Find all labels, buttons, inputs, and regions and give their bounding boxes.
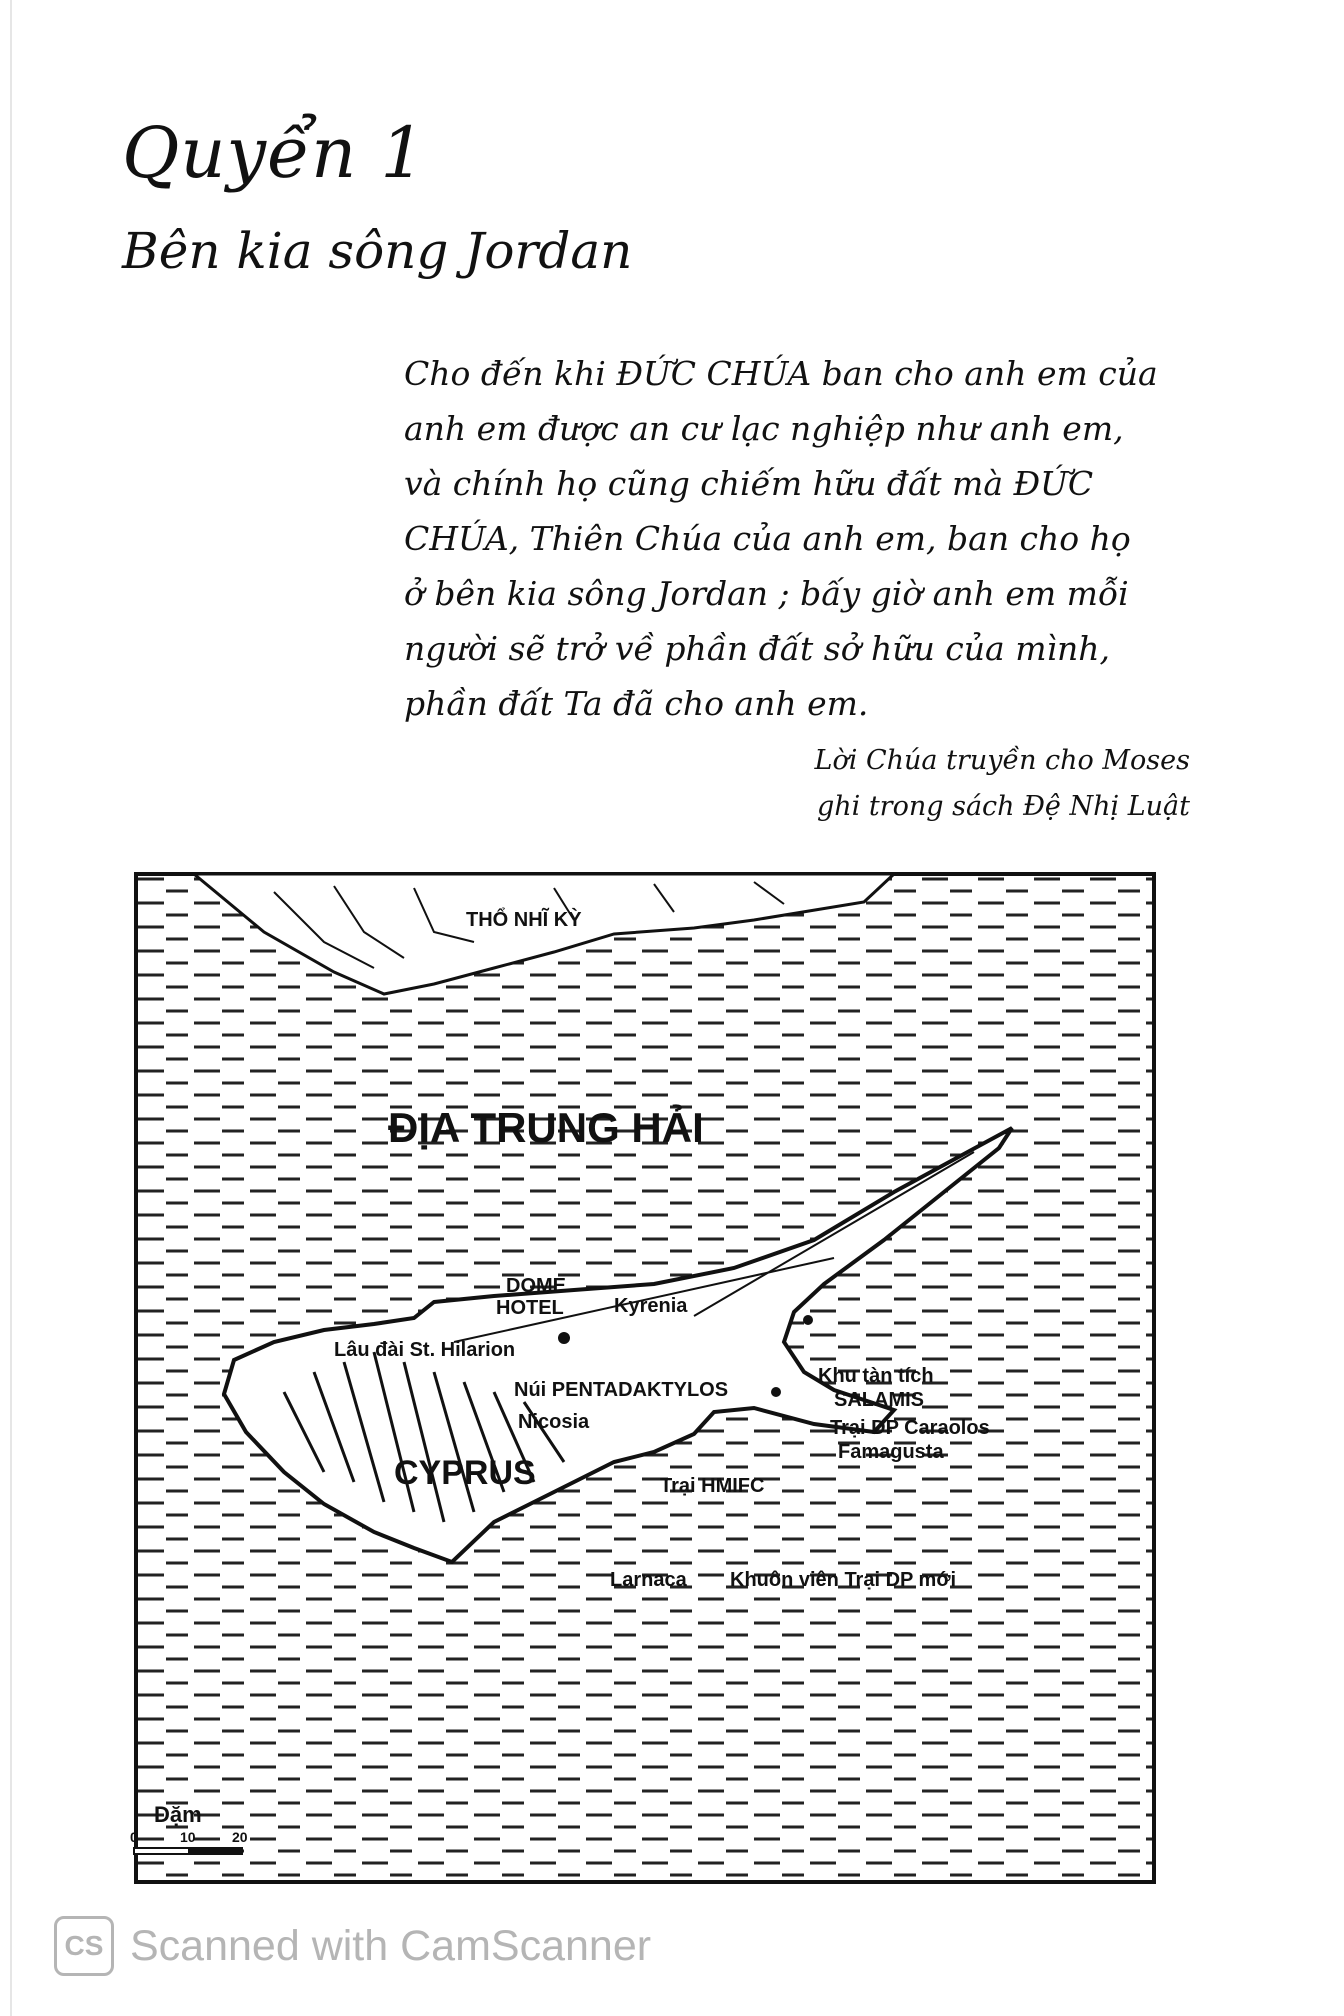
scanner-watermark xyxy=(54,1914,651,1978)
label-salamis-ruins: Khu tàn tích xyxy=(818,1365,934,1387)
epigraph-line: ở bên kia sông Jordan ; bấy giờ anh em mỗi xyxy=(404,574,1129,613)
label-salamis: SALAMIS xyxy=(834,1389,924,1411)
label-scale-20: 20 xyxy=(232,1829,248,1845)
label-scale-10: 10 xyxy=(180,1829,196,1845)
epigraph xyxy=(404,346,1204,731)
label-larnaca: Larnaca xyxy=(610,1569,687,1591)
label-hilarion: Lâu đài St. Hilarion xyxy=(334,1339,516,1361)
label-dome: DOME xyxy=(506,1275,566,1297)
label-caraolos-camp: Trại DP Caraolos xyxy=(830,1417,990,1439)
label-new-camp: Khuôn viên Trại DP mới xyxy=(730,1569,957,1591)
label-pentadaktylos: Núi PENTADAKTYLOS xyxy=(514,1379,729,1401)
epigraph-line: người sẽ trở về phần đất sở hữu của mình, xyxy=(404,629,1111,668)
label-scale-0: 0 xyxy=(130,1829,138,1845)
watermark-text: Scanned with CamScanner xyxy=(130,1921,652,1970)
book-title: Quyển 1 xyxy=(122,112,426,194)
label-hmifc-camp: Trại HMIFC xyxy=(660,1475,765,1497)
label-kyrenia: Kyrenia xyxy=(614,1295,688,1317)
attribution-line: ghi trong sách Đệ Nhị Luật xyxy=(816,791,1190,822)
map-drawing xyxy=(130,872,1156,1884)
epigraph-line: anh em được an cư lạc nghiệp như anh em, xyxy=(404,409,1124,448)
epigraph-line: CHÚA, Thiên Chúa của anh em, ban cho họ xyxy=(404,519,1131,558)
epigraph-line: và chính họ cũng chiếm hữu đất mà ĐỨC xyxy=(404,464,1094,503)
scale-bar xyxy=(134,1848,242,1854)
book-subtitle: Bên kia sông Jordan xyxy=(122,222,633,280)
label-cyprus: CYPRUS xyxy=(394,1454,536,1492)
label-famagusta: Famagusta xyxy=(838,1441,944,1463)
label-hotel: HOTEL xyxy=(496,1297,564,1319)
label-mediterranean: ĐỊA TRUNG HẢI xyxy=(388,1104,704,1151)
camscanner-logo-icon: CS xyxy=(54,1916,114,1976)
epigraph-line: Cho đến khi ĐỨC CHÚA ban cho anh em của xyxy=(404,354,1158,393)
epigraph-line: phần đất Ta đã cho anh em. xyxy=(404,684,869,723)
epigraph-attribution xyxy=(815,738,1190,830)
label-scale-unit: Dặm xyxy=(154,1802,202,1827)
label-turkey: THỔ NHĨ KỲ xyxy=(466,909,582,931)
label-nicosia: Nicosia xyxy=(518,1411,590,1433)
cyprus-map xyxy=(130,872,1156,1884)
attribution-line: Lời Chúa truyền cho Moses xyxy=(814,745,1190,776)
page-edge xyxy=(10,0,12,2016)
